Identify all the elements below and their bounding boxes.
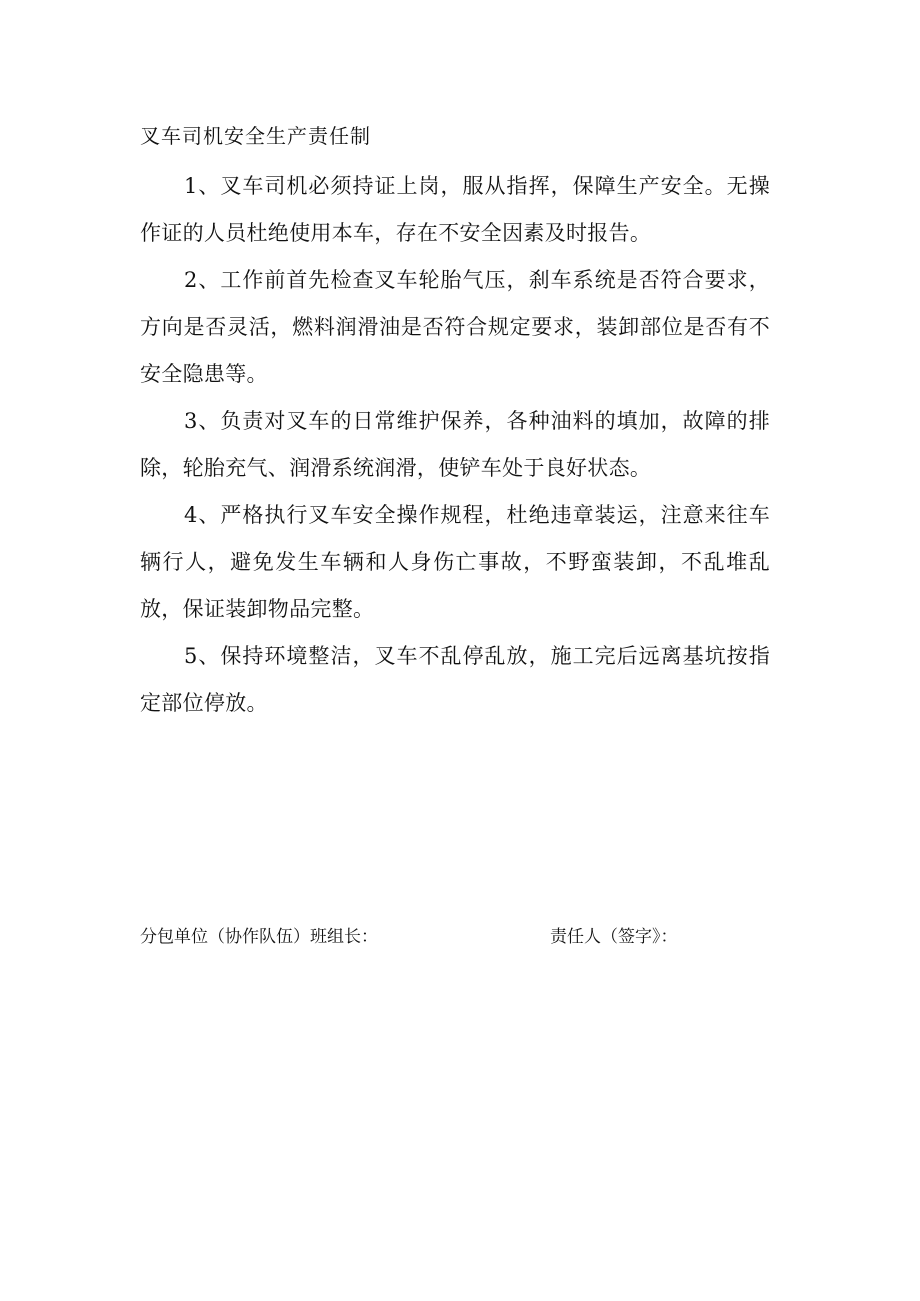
document-title: 叉车司机安全生产责任制 — [140, 124, 371, 148]
team-leader-signature-label: 分包单位（协作队伍）班组长： — [140, 927, 378, 947]
clause-2: 2、工作前首先检查叉车轮胎气压，刹车系统是否符合要求，方向是否灵活，燃料润滑油是否符合规定要求，装卸部位是否有不安全隐患等。 — [140, 268, 770, 386]
clause-4: 4、严格执行叉车安全操作规程，杜绝违章装运，注意来往车辆行人，避免发生车辆和人身伤亡事故，不野蛮装卸，不乱堆乱放，保证装卸物品完整。 — [140, 503, 770, 621]
clause-1: 1、叉车司机必须持证上岗，服从指挥，保障生产安全。无操作证的人员杜绝使用本车，存在不安全因素及时报告。 — [140, 174, 770, 245]
responsible-person-signature-label: 责任人（签字》： — [550, 927, 678, 947]
clause-list — [140, 163, 770, 727]
clause-5: 5、保持环境整洁，叉车不乱停乱放，施工完后远离基坑按指定部位停放。 — [140, 644, 770, 715]
clause-3: 3、负责对叉车的日常维护保养，各种油料的填加，故障的排除，轮胎充气、润滑系统润滑，使铲车处于良好状态。 — [140, 409, 770, 480]
